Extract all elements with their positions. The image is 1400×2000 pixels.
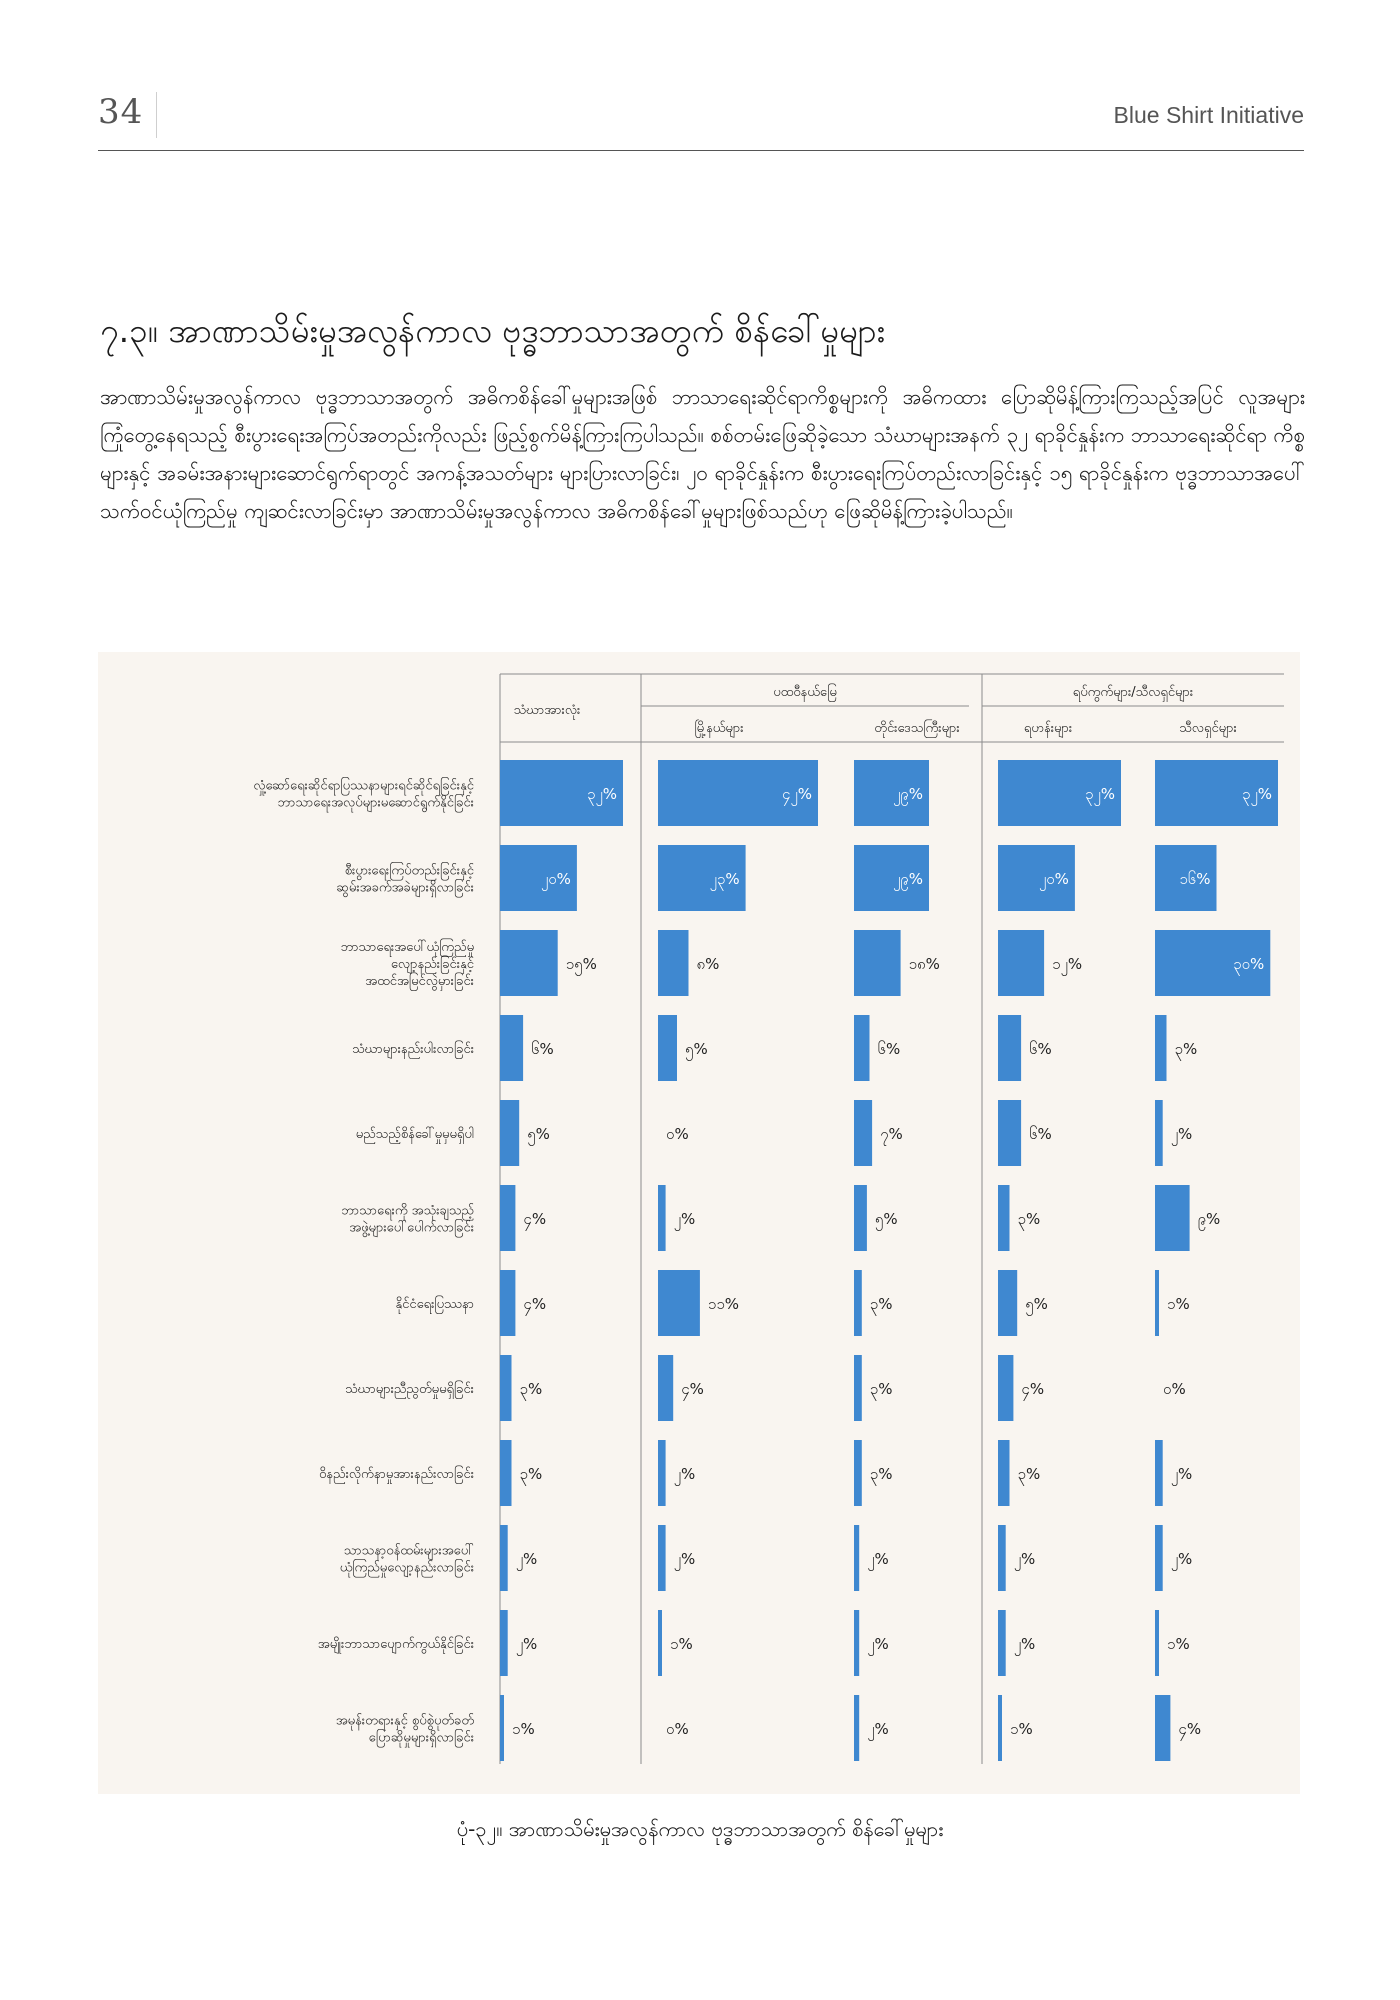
value-label: ၂% (1170, 1465, 1193, 1483)
value-label: ၈% (696, 955, 720, 973)
value-label: ၃၀% (1233, 955, 1265, 973)
bar (998, 1270, 1017, 1336)
bar (1155, 1015, 1167, 1081)
value-label: ၂% (673, 1465, 696, 1483)
value-label: ၁% (512, 1720, 535, 1738)
category-label: စီးပွားရေးကြပ်တည်းခြင်းနှင့်ဆွမ်းအခက်အခဲများရှိလာခြင်း (336, 863, 474, 896)
header-rule (98, 150, 1304, 151)
value-label: ၃% (1174, 1040, 1198, 1058)
value-label: ၂% (515, 1550, 538, 1568)
value-label: ၄% (1021, 1380, 1045, 1398)
bar (854, 1695, 859, 1761)
bar (1155, 1270, 1159, 1336)
bar (500, 1695, 504, 1761)
value-label: ၅% (685, 1040, 708, 1058)
bar (854, 1270, 862, 1336)
figure-caption: ပုံ-၃၂။ အာဏာသိမ်းမှုအလွန်ကာလ ဗုဒ္ဓဘာသာအတွက် စိန်ခေါ်မှုများ (456, 1817, 944, 1841)
bar (500, 1185, 515, 1251)
bar (854, 1355, 862, 1421)
category-label: လှုံ့ဆော်ရေးဆိုင်ရာပြဿနာများရင်ဆိုင်ရခြင်းနှင့်ဘာသာရေးအလုပ်များမဆောင်ရွက်နိုင်ခြင်း (253, 778, 474, 811)
group-header: ရပ်ကွက်များ/သီလရှင်များ (1072, 685, 1194, 700)
bar (500, 1015, 523, 1081)
group-header: ပထဝီနယ်မြေ (773, 685, 837, 700)
value-label: ၂% (867, 1720, 889, 1738)
value-label: ၂% (867, 1550, 889, 1568)
category-label: ဘာသာရေးကို အသုံးချသည့်အဖွဲ့များပေါ်ပေါက်လာခြင်း (341, 1203, 474, 1236)
section-title: ၇.၃။ အာဏာသိမ်းမှုအလွန်ကာလ ဗုဒ္ဓဘာသာအတွက် စိန်ခေါ်မှုများ (100, 311, 886, 350)
value-label: ၅% (1025, 1295, 1048, 1313)
category-label: အမုန်းတရားနှင့် စွပ်စွဲပုတ်ခတ်ပြောဆိုမှုများရှိလာခြင်း (335, 1713, 474, 1746)
column-header: ရဟန်းများ (1023, 721, 1073, 736)
value-label: ၃% (1017, 1210, 1041, 1228)
column-header: တိုင်းဒေသကြီးများ (874, 721, 960, 736)
value-label: ၁% (1167, 1635, 1190, 1653)
value-label: ၂% (673, 1210, 696, 1228)
column-header: သီလရှင်များ (1179, 721, 1237, 736)
bar (854, 1440, 862, 1506)
bar (658, 1355, 673, 1421)
value-label: ၂% (1170, 1550, 1193, 1568)
value-label: ၂% (673, 1550, 696, 1568)
value-label: ၁၆% (1179, 870, 1211, 888)
value-label: ၆% (531, 1040, 554, 1058)
bar (500, 1610, 508, 1676)
category-label: သာသနာ့ဝန်ထမ်းများအပေါ်ယုံကြည်မှုလျော့နည်းလာခြင်း (339, 1543, 474, 1576)
bar (854, 1610, 859, 1676)
value-label: ၆% (1029, 1040, 1052, 1058)
challenges-chart (98, 652, 1300, 1794)
bar (998, 1610, 1006, 1676)
value-label: ၂၉% (892, 785, 923, 803)
header-organization: Blue Shirt Initiative (1113, 102, 1304, 128)
bar (854, 1015, 870, 1081)
category-label: အမျိုးဘာသာပျောက်ကွယ်နိုင်ခြင်း (317, 1637, 474, 1652)
bar (998, 1440, 1010, 1506)
category-label: သံဃာများညီညွတ်မှုမရှိခြင်း (345, 1382, 474, 1397)
bar (1155, 1185, 1190, 1251)
bar (500, 1525, 508, 1591)
value-label: ၄% (1178, 1720, 1202, 1738)
chart-panel (98, 652, 1300, 1794)
value-label: ၂% (867, 1635, 889, 1653)
value-label: ၂၀% (540, 870, 571, 888)
value-label: ၀% (1163, 1380, 1186, 1398)
value-label: ၀% (666, 1125, 689, 1143)
value-label: ၂% (1013, 1635, 1036, 1653)
bar (500, 930, 558, 996)
bar (658, 1185, 666, 1251)
bar (998, 930, 1044, 996)
value-label: ၃% (869, 1380, 893, 1398)
value-label: ၅% (527, 1125, 550, 1143)
bar (854, 1185, 867, 1251)
value-label: ၃% (869, 1465, 893, 1483)
value-label: ၂% (1170, 1125, 1193, 1143)
category-label: ဘာသာရေးအပေါ်ယုံကြည်မှုလျော့နည်းခြင်းနှင့်အထင်အမြင်လွဲမှားခြင်း (340, 940, 474, 989)
value-label: ၂% (515, 1635, 538, 1653)
value-label: ၃% (869, 1295, 893, 1313)
value-label: ၂% (1013, 1550, 1036, 1568)
value-label: ၄% (523, 1210, 547, 1228)
value-label: ၁၁% (707, 1295, 740, 1313)
bar (998, 1185, 1010, 1251)
value-label: ၂၃% (709, 870, 740, 888)
value-label: ၁၈% (908, 955, 940, 973)
bar (658, 930, 689, 996)
value-label: ၁% (1167, 1295, 1190, 1313)
value-label: ၉% (1197, 1210, 1221, 1228)
value-label: ၀% (666, 1720, 689, 1738)
bar (658, 1015, 677, 1081)
bar (998, 1355, 1013, 1421)
bar (1155, 1610, 1159, 1676)
bar (854, 1525, 859, 1591)
bar (1155, 1525, 1163, 1591)
value-label: ၆% (877, 1040, 901, 1058)
bar (500, 1355, 512, 1421)
value-label: ၃% (519, 1465, 543, 1483)
value-label: ၆% (1029, 1125, 1052, 1143)
value-label: ၄% (523, 1295, 547, 1313)
bar (854, 930, 901, 996)
bar (500, 1100, 519, 1166)
category-label: သံဃာများနည်းပါးလာခြင်း (352, 1042, 474, 1057)
page-number: 34 (98, 92, 144, 132)
bar (1155, 1100, 1163, 1166)
category-label: မည်သည့်စိန်ခေါ်မှုမှမရှိပါ (355, 1127, 474, 1142)
bar (500, 1270, 515, 1336)
bar (854, 1100, 872, 1166)
bar (998, 1015, 1021, 1081)
value-label: ၅% (874, 1210, 898, 1228)
value-label: ၃% (1017, 1465, 1041, 1483)
column-header: မြို့နယ်များ (694, 721, 744, 736)
section-body: အာဏာသိမ်းမှုအလွန်ကာလ ဗုဒ္ဓဘာသာအတွက် အဓိကစိန်ခေါ်မှုများအဖြစ် ဘာသာရေးဆိုင်ရာကိစ္စများကို အဓိကထား ပြောဆိုမိန့်ကြားကြသည့်အပြင် လူအများကြုံတွေ့နေရသည့် စီးပွားရေးအကြပ်အတည်းကိုလည်း ဖြည့်စွက်မိန့်ကြားကြပါသည်။ စစ်တမ်းဖြေဆိုခဲ့သော သံဃာများအနက် ၃၂ ရာခိုင်နှုန်းက ဘာသာရေးဆိုင်ရာ ကိစ္စများနှင့် အခမ်းအနားများဆောင်ရွက်ရာတွင် အကန့်အသတ်များ များပြားလာခြင်း၊ ၂၀ ရာခိုင်နှုန်းက စီးပွားရေးကြပ်တည်းလာခြင်းနှင့် ၁၅ ရာခိုင်နှုန်းက ဗုဒ္ဓဘာသာအပေါ် သက်ဝင်ယုံကြည်မှု ကျဆင်းလာခြင်းမှာ အာဏာသိမ်းမှုအလွန်ကာလ အဓိကစိန်ခေါ်မှုများဖြစ်သည်ဟု ဖြေဆိုမိန့်ကြားခဲ့ပါသည်။ (100, 385, 1305, 523)
bar (998, 1100, 1021, 1166)
value-label: ၃၂% (586, 785, 617, 803)
bar (658, 1270, 700, 1336)
bar (500, 1440, 512, 1506)
column-header: သံဃာအားလုံး (513, 703, 581, 718)
value-label: ၁၂% (1052, 955, 1083, 973)
value-label: ၇% (880, 1125, 903, 1143)
value-label: ၂၀% (1038, 870, 1069, 888)
category-label: နိုင်ငံရေးပြဿနာ (395, 1297, 474, 1312)
value-label: ၁% (670, 1635, 693, 1653)
value-label: ၃% (519, 1380, 543, 1398)
header-divider (156, 92, 157, 138)
category-label: ဝိနည်းလိုက်နာမှုအားနည်းလာခြင်း (318, 1467, 474, 1482)
bar (1155, 1695, 1170, 1761)
value-label: ၃၂% (1241, 785, 1272, 803)
value-label: ၃၂% (1084, 785, 1115, 803)
value-label: ၂၉% (892, 870, 923, 888)
bar (658, 1440, 666, 1506)
value-label: ၁% (1010, 1720, 1033, 1738)
bar (658, 1610, 662, 1676)
value-label: ၁၅% (565, 955, 597, 973)
bar (658, 1525, 666, 1591)
bar (1155, 1440, 1163, 1506)
value-label: ၄% (681, 1380, 704, 1398)
value-label: ၄၂% (781, 785, 812, 803)
bar (998, 1695, 1002, 1761)
bar (998, 1525, 1006, 1591)
